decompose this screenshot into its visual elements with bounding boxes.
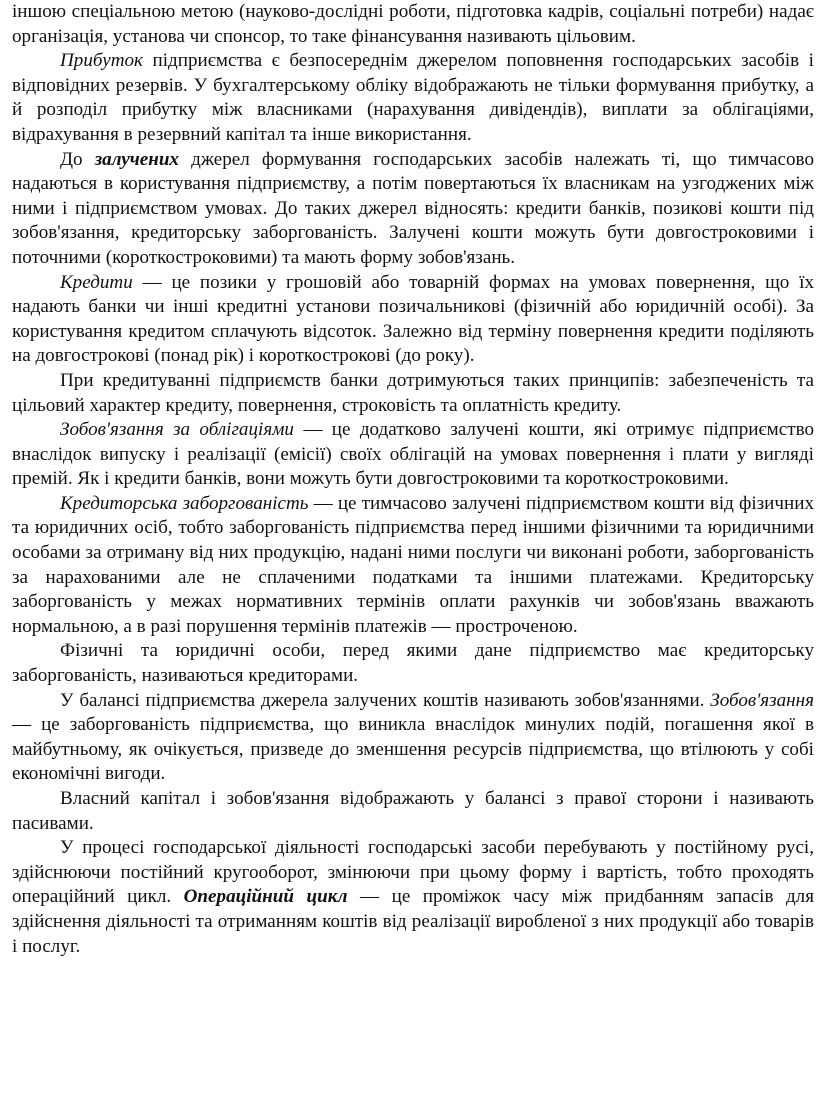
- term-obligations: Зобов'язання: [710, 689, 814, 711]
- paragraph-text: підприємства є безпосереднім джерелом поповнення господарських засобів і відповідних резервів. У бухгалтерському обліку відображають не тільки формування прибутку, а й розподіл прибутку між власниками (нарахування дивідендів), виплати за облігаціями, відрахування в резервний капітал та інше використання.: [12, 50, 814, 145]
- paragraph-text: — це позики у грошовій або товарній формах на умовах повернення, що їх надають банки чи інші кредитні установи позичальникові (фізичній або юридичній особі). За користування кредитом сплачують відсоток. Залежно від терміну повернення кредити поділяють на довгострокові (понад рік) і короткострокові (до року).: [12, 271, 814, 367]
- paragraph-text: — це заборгованість підприємства, що виникла внаслідок минулих подій, погашення якої в майбутньому, як очікується, призведе до зменшення ресурсів підприємства, що втілюють у собі економічні вигоди.: [12, 714, 814, 785]
- paragraph-text: іншою спеціальною метою (науково-дослідні роботи, підготовка кадрів, соціальні потреби) надає організація, установа чи спонсор, то таке фінансування називають цільовим.: [12, 1, 814, 47]
- paragraph-bond-obligations: [12, 418, 814, 492]
- term-operating-cycle: Операційний цикл: [183, 886, 348, 908]
- paragraph-text: При кредитуванні підприємств банки дотримуються таких принципів: забезпеченість та цільовий характер кредиту, повернення, строковість та оплатність кредиту.: [12, 369, 814, 416]
- paragraph-prefix: У процесі господарської діяльності господарські засоби перебувають у постійному русі, здійснюючи постійний кругооборот, змінюючи при цьому форму і вартість, тобто проходять операційний цикл.: [12, 837, 814, 908]
- paragraph-text: — це тимчасово залучені підприємством кошти від фізичних та юридичних осіб, тобто заборгованість підприємства перед іншими фізичними та юридичними особами за отриману від них продукцію, надані ними послуги чи виконані роботи, заборгованість за нарахованими але не сплаченими податками та іншими платежами. Кредиторську заборгованість у межах нормативних термінів оплати рахунків чи зобов'язань вважають нормальною, а в разі порушення термінів платежів — простроченою.: [12, 492, 814, 637]
- paragraph-text: У балансі підприємства джерела залучених коштів називають зобов'язаннями.: [60, 689, 705, 711]
- paragraph-text: Фізичні та юридичні особи, перед якими дане підприємство має кредиторську заборгованість, називаються кредиторами.: [12, 640, 814, 687]
- term-accounts-payable: Кредиторська заборгованість: [60, 492, 309, 514]
- paragraph-operating-cycle: [12, 836, 814, 959]
- paragraph-credits: [12, 271, 814, 369]
- paragraph-text: джерел формування господарських засобів належать ті, що тимчасово надаються в користування підприємству, а потім повертаються їх власникам на узгоджених між ними і підприємством умовах. До таких джерел відносять: кредити банків, позикові кошти під зобов'язання, кредиторську заборгованість. Залучені кошти можуть бути довгостроковими і поточними (короткостроковими) та мають форму зобов'язань.: [12, 148, 814, 268]
- document-page: [12, 0, 814, 959]
- paragraph-text: — це проміжок часу між придбанням запасів для здійснення діяльності та отриманням коштів від реалізації виробленої з них продукції або товарів і послуг.: [12, 886, 814, 957]
- term-profit: Прибуток: [60, 50, 143, 72]
- term-bond-obligations: Зобов'язання за облігаціями: [60, 419, 294, 441]
- term-credits: Кредити: [60, 271, 133, 293]
- paragraph-accounts-payable: [12, 492, 814, 640]
- paragraph-profit: [12, 49, 814, 147]
- paragraph-obligations-balance: [12, 689, 814, 787]
- paragraph-text: Власний капітал і зобов'язання відображають у балансі з правої сторони і називають пасивами.: [12, 788, 814, 834]
- paragraph-targeted-funding: [12, 0, 814, 49]
- paragraph-borrowed-sources: [12, 148, 814, 271]
- paragraph-crediting-principles: [12, 369, 814, 418]
- paragraph-prefix: До: [60, 148, 95, 170]
- term-borrowed: залучених: [94, 148, 179, 170]
- paragraph-liabilities: [12, 787, 814, 836]
- paragraph-text: — це додатково залучені кошти, які отримує підприємство внаслідок випуску і реалізації (емісії) своїх облігацій на умовах повернення і плати у вигляді премій. Як і кредити банків, вони можуть бути довгостроковими та короткостроковими.: [12, 419, 815, 490]
- paragraph-creditors: [12, 639, 814, 688]
